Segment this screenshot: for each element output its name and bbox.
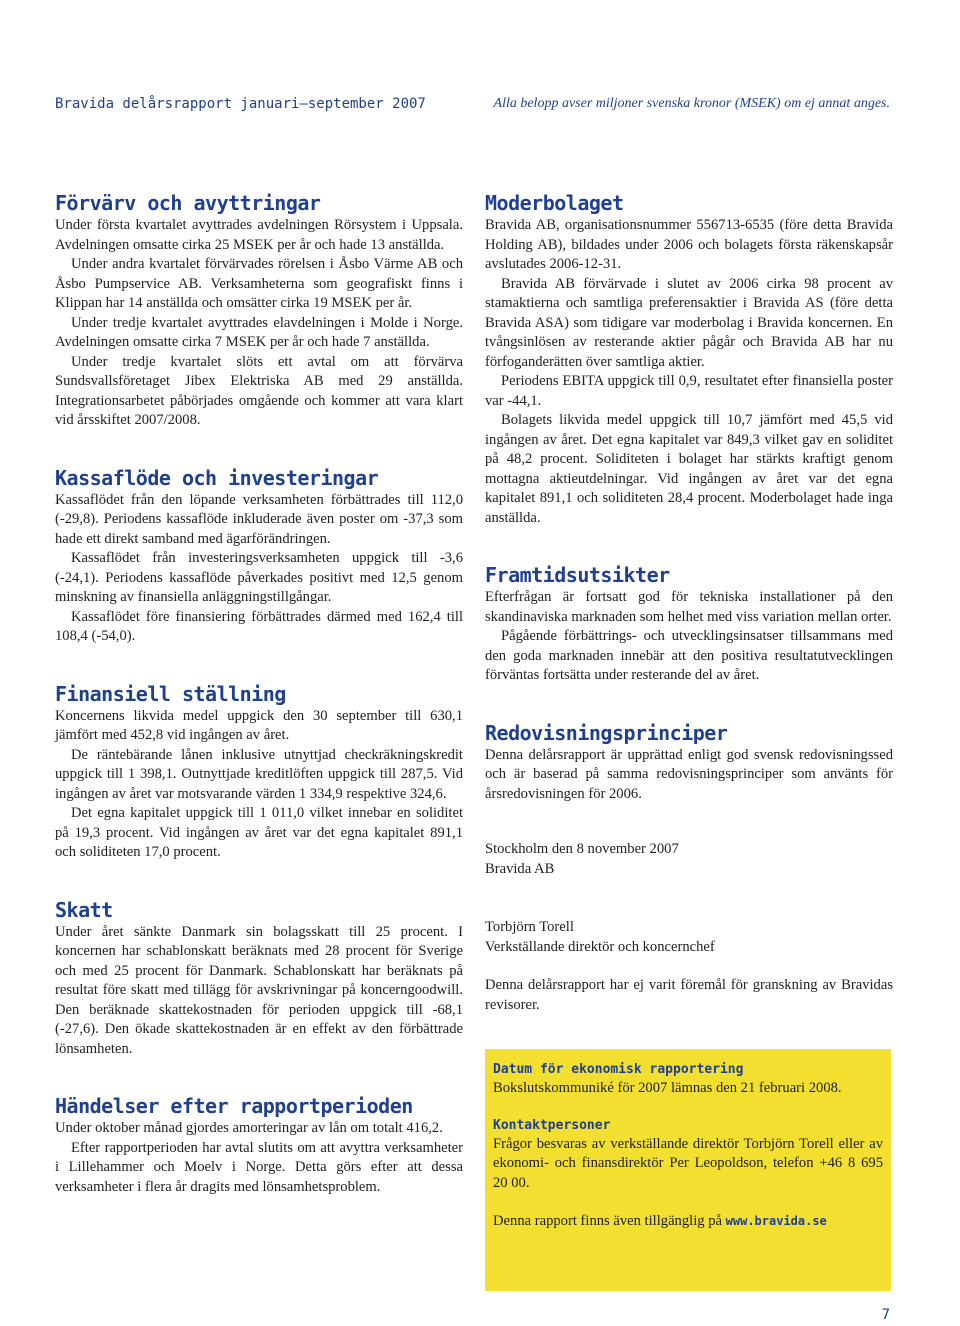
info-box — [485, 1049, 891, 1291]
section-heading: Förvärv och avyttringar — [55, 191, 321, 215]
paragraph: Periodens EBITA uppgick till 0,9, resultatet efter finansiella poster var -44,1. — [485, 373, 893, 409]
section-skatt — [55, 897, 463, 1060]
paragraph: Kassaflödet före finansiering förbättrades därmed med 162,4 till 108,4 (-54,0). — [55, 608, 463, 644]
website-intro: Denna rapport finns även tillgänglig på — [493, 1213, 722, 1229]
signature-company: Bravida AB — [485, 860, 555, 877]
paragraph: Bravida AB, organisationsnummer 556713-6535 (före detta Bravida Holding AB), bildades under 2006 och bolagets första räkenskapsår avslutades 2006-12-31. — [485, 217, 893, 272]
paragraph: Under oktober månad gjordes amorteringar av lån om totalt 416,2. — [55, 1120, 443, 1136]
page-number: 7 — [881, 1307, 890, 1323]
section-heading: Redovisningsprinciper — [485, 720, 728, 745]
paragraph: Efter rapportperioden har avtal slutits om att avyttra verksamheter i Lillehammer och Moelv i Norge. Detta görs efter att dessa verksamheter i flera år dragits med lönsamhetsproblem. — [55, 1139, 463, 1195]
section-heading: Kassaflöde och investeringar — [55, 465, 379, 490]
section-handelser — [55, 1093, 463, 1197]
paragraph: De räntebärande lånen inklusive utnyttjad checkräkningskredit uppgick till 1 398,1. Outnyttjade kreditlöften uppgick till 287,5. Vid ingången av året var motsvarande värden 1 334,9 respektive 324,6. — [55, 746, 463, 802]
section-framtidsutsikter — [485, 562, 893, 686]
section-moderbolaget — [485, 190, 893, 528]
paragraph: Det egna kapitalet uppgick till 1 011,0 vilket innebar en soliditet på 19,3 procent. Vid ingången av året var det egna kapitalet 891,1 och soliditeten 17,0 procent. — [55, 805, 463, 860]
paragraph: Bravida AB förvärvade i slutet av 2006 cirka 98 procent av stamaktierna och samtliga preferensaktier i Bravida AS (före detta Bravida ASA) som tidigare var moderbolag i Bravida koncernen. En tvångsinlösen av resterande aktier pågår och Bravida AB har nu förfoganderätten över samtliga aktier. — [485, 275, 893, 370]
paragraph: Koncernens likvida medel uppgick den 30 september till 630,1 jämfört med 452,8 vid ingången av året. — [55, 707, 463, 743]
paragraph: Bolagets likvida medel uppgick till 10,7 jämfört med 45,5 vid ingången av året. Det egna kapitalet var 849,3 vilket gav en soliditet på 48,2 procent. Soliditeten i bolaget har stärkts kraftigt genom mottagna aktieutdelningar. Vid ingången av året var det egna kapitalet 891,1 och soliditeten 28,4 procent. Moderbolaget hade inga anställda. — [485, 412, 893, 526]
signature-place-date: Stockholm den 8 november 2007 — [485, 841, 679, 857]
section-kassaflode — [55, 465, 463, 647]
section-heading: Händelser efter rapportperioden — [55, 1094, 413, 1118]
paragraph: Pågående förbättrings- och utvecklingsinsatser tillsammans med den goda marknaden innebär att den positiva resultatutvecklingen förväntas fortsätta under resterande del av året. — [485, 628, 893, 683]
paragraph: Denna delårsrapport är upprättad enligt god svensk redovisningssed och är baserad på samma redovisningsprinciper som använts för årsredovisningen för 2006. — [485, 746, 893, 802]
signature-name: Torbjörn Torell — [485, 919, 574, 935]
info-text-website — [493, 1212, 883, 1232]
currency-note: Alla belopp avser miljoner svenska kronor (MSEK) om ej annat anges. — [493, 96, 890, 111]
paragraph: Kassaflödet från investeringsverksamheten uppgick till -3,6 (-24,1). Periodens kassaflöde påverkades positivt med 12,5 genom minskning av finansiella anläggningstillgångar. — [55, 550, 463, 605]
section-heading: Skatt — [55, 897, 113, 922]
info-text-contacts: Frågor besvaras av verkställande direktör Torbjörn Torell eller av ekonomi- och finansdirektör Per Leopoldson, telefon +46 8 695 20 00. — [493, 1135, 883, 1191]
paragraph: Under andra kvartalet förvärvades rörelsen i Åsbo Värme AB och Åsbo Pumpservice AB. Verksamheterna som geografiskt finns i Klippan har 14 anställda och omsätter cirka 19 MSEK per år. — [55, 256, 463, 311]
paragraph: Under tredje kvartalet avyttrades elavdelningen i Molde i Norge. Avdelningen omsatte cirka 7 MSEK per år och hade 7 anställda. — [55, 314, 463, 350]
review-note: Denna delårsrapport har ej varit föremål för granskning av Bravidas revisorer. — [485, 977, 893, 1013]
left-column — [55, 190, 463, 1197]
website-link[interactable]: www.bravida.se — [725, 1214, 827, 1228]
signature-block — [485, 840, 893, 1015]
right-column — [485, 190, 893, 1015]
paragraph: Under tredje kvartalet slöts ett avtal om att förvärva Sundsvallsföretaget Jibex Elektriska AB med 29 anställda. Integrationsarbetet påbörjades omgående och kommer att vara klart vid årsskiftet 2007/2008. — [55, 353, 463, 428]
section-finansiell — [55, 681, 463, 863]
info-text-dates: Bokslutskommuniké för 2007 lämnas den 21 februari 2008. — [493, 1080, 842, 1096]
report-title: Bravida delårsrapport januari–september 2007 — [55, 96, 426, 112]
paragraph: Efterfrågan är fortsatt god för tekniska installationer på den skandinaviska marknaden som helhet med viss variation mellan orter. — [485, 589, 893, 625]
paragraph: Under året sänkte Danmark sin bolagsskatt till 25 procent. I koncernen har schablonskatt beräknats med 28 procent för Sverige och med 25 procent för Danmark. Schablonskatt har beräknats på resultat före skatt med tillägg för avskrivningar på koncerngoodwill. Den beräknade skattekostnaden för perioden uppgick till -68,1 (-27,6). Den ökade skattekostnaden är en effekt av den förbättrade lönsamheten. — [55, 923, 463, 1057]
section-redovisningsprinciper — [485, 720, 893, 805]
info-heading-dates: Datum för ekonomisk rapportering — [493, 1062, 744, 1077]
section-forvarv — [55, 190, 463, 431]
section-heading: Finansiell ställning — [55, 681, 286, 706]
info-heading-contacts: Kontaktpersoner — [493, 1117, 611, 1133]
paragraph: Under första kvartalet avyttrades avdelningen Rörsystem i Uppsala. Avdelningen omsatte cirka 25 MSEK per år och hade 13 anställda. — [55, 217, 463, 253]
section-heading: Moderbolaget — [485, 191, 624, 215]
signature-title: Verkställande direktör och koncernchef — [485, 938, 715, 955]
paragraph: Kassaflödet från den löpande verksamheten förbättrades till 112,0 (-29,8). Periodens kassaflöde inkluderade även poster om -37,3 som hade ett direkt samband med ägarförändringen. — [55, 491, 463, 547]
section-heading: Framtidsutsikter — [485, 563, 670, 587]
